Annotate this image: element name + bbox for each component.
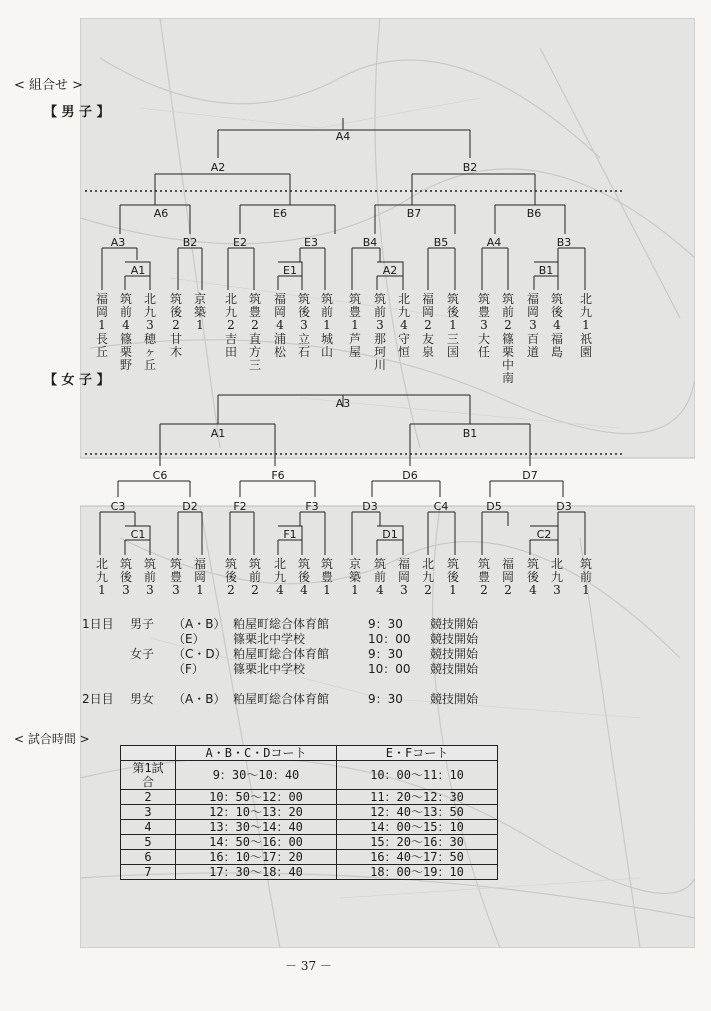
- girls-node-f1: F1: [283, 528, 297, 541]
- venue-place: 粕屋町総合体育館: [233, 647, 330, 661]
- match-number-cell: 3: [121, 805, 176, 820]
- girls-node-f6: F6: [271, 469, 285, 482]
- team-char: 筑: [297, 557, 310, 571]
- venue-place: 粕屋町総合体育館: [233, 617, 330, 631]
- team-char: 後: [526, 570, 539, 584]
- team-char: 筑: [348, 292, 361, 306]
- ef-court-time-cell: 10：00～11：10: [337, 761, 498, 790]
- team-char: 前: [373, 570, 386, 584]
- team-char: 1: [351, 583, 359, 597]
- venue-court: （A・B）: [173, 617, 226, 631]
- girls-team-2: [119, 558, 133, 597]
- team-char: 九: [421, 570, 434, 584]
- team-char: 前: [501, 305, 514, 319]
- boys-node-e1: E1: [283, 264, 297, 277]
- school-char: 石: [297, 345, 310, 359]
- table-row: [121, 865, 498, 880]
- venue-start: 競技開始: [430, 617, 479, 631]
- table-header-cell: [121, 746, 176, 761]
- team-char: 岡: [95, 305, 108, 319]
- school-char: 南: [501, 371, 514, 385]
- team-char: 2: [251, 318, 259, 332]
- ef-court-time-cell: 11：20～12：30: [337, 790, 498, 805]
- team-char: 筑: [320, 557, 333, 571]
- venue-court: （F）: [173, 662, 204, 676]
- team-char: 4: [400, 318, 408, 332]
- school-char: 山: [320, 345, 333, 359]
- team-char: 岡: [526, 305, 539, 319]
- boys-node-b2: B2: [462, 161, 478, 174]
- boys-heading: 【 男 子 】: [44, 105, 110, 120]
- team-char: 3: [400, 583, 408, 597]
- team-char: 岡: [193, 570, 206, 584]
- abcd-court-time-cell: 12：10～13：20: [176, 805, 337, 820]
- girls-node-b1: B1: [462, 427, 478, 440]
- team-char: 2: [480, 583, 488, 597]
- school-char: 浦: [273, 332, 286, 346]
- school-char: 園: [579, 345, 592, 359]
- venue-time: 10：00: [368, 632, 411, 646]
- venue-start: 競技開始: [430, 647, 479, 661]
- team-char: 1: [196, 318, 204, 332]
- team-char: 北: [579, 292, 592, 306]
- team-char: 筑: [477, 292, 490, 306]
- team-char: 九: [397, 305, 410, 319]
- venue-who: 男女: [130, 692, 155, 706]
- girls-heading: 【 女 子 】: [44, 373, 110, 388]
- boys-node-a2: A2: [210, 161, 226, 174]
- ef-court-time-cell: 12：40～13：50: [337, 805, 498, 820]
- team-char: 豊: [248, 305, 261, 319]
- boys-node-a4: A4: [486, 236, 502, 249]
- team-char: 筑: [248, 292, 261, 306]
- team-char: 築: [348, 570, 361, 584]
- girls-node-c3: C3: [110, 500, 126, 513]
- match-number-cell: 2: [121, 790, 176, 805]
- girls-team-5: [193, 558, 207, 597]
- team-char: 後: [169, 305, 182, 319]
- school-char: 珂: [373, 345, 386, 359]
- venue-start: 競技開始: [430, 662, 479, 676]
- abcd-court-time-cell: 17：30～18：40: [176, 865, 337, 880]
- team-char: 前: [579, 570, 592, 584]
- schedule-heading: < 試合時間 >: [14, 732, 90, 746]
- team-char: 北: [273, 557, 286, 571]
- team-char: 筑: [446, 557, 459, 571]
- boys-node-b4: B4: [362, 236, 378, 249]
- team-char: 2: [424, 318, 432, 332]
- girls-team-8: [273, 558, 287, 597]
- team-char: 4: [276, 583, 284, 597]
- table-row: [121, 850, 498, 865]
- boys-node-b5: B5: [433, 236, 449, 249]
- school-char: 直: [248, 332, 261, 346]
- girls-team-16: [477, 558, 491, 597]
- venue-court: （C・D）: [173, 647, 227, 661]
- team-char: 九: [273, 570, 286, 584]
- team-char: 1: [582, 318, 590, 332]
- team-char: 2: [172, 318, 180, 332]
- boys-node-a6: A6: [153, 207, 169, 220]
- team-char: 4: [300, 583, 308, 597]
- school-char: 栗: [119, 345, 132, 359]
- team-char: 筑: [550, 292, 563, 306]
- team-char: 福: [193, 557, 206, 571]
- venue-place: 篠栗北中学校: [233, 632, 306, 646]
- team-char: 豊: [477, 570, 490, 584]
- team-char: 筑: [297, 292, 310, 306]
- team-char: 北: [143, 292, 156, 306]
- boys-node-b2-round1: B2: [182, 236, 198, 249]
- team-char: 1: [98, 583, 106, 597]
- team-char: 九: [95, 570, 108, 584]
- team-char: 筑: [248, 557, 261, 571]
- girls-node-d3-left: D3: [362, 500, 378, 513]
- boys-node-b3: B3: [556, 236, 572, 249]
- venue-time: 10：00: [368, 662, 411, 676]
- team-char: 4: [553, 318, 561, 332]
- table-row: [121, 805, 498, 820]
- team-char: 福: [526, 292, 539, 306]
- school-char: 栗: [501, 345, 514, 359]
- team-char: 1: [582, 583, 590, 597]
- venue-start: 競技開始: [430, 692, 479, 706]
- team-char: 筑: [446, 292, 459, 306]
- school-char: 屋: [348, 345, 361, 359]
- team-char: 後: [224, 570, 237, 584]
- match-number-cell: 6: [121, 850, 176, 865]
- boys-node-e3: E3: [304, 236, 318, 249]
- team-char: 筑: [477, 557, 490, 571]
- table-header-ef-court: E・Fコート: [337, 746, 498, 761]
- team-char: 2: [504, 318, 512, 332]
- team-char: 筑: [169, 292, 182, 306]
- team-char: 1: [449, 318, 457, 332]
- team-char: 4: [122, 318, 130, 332]
- team-char: 前: [119, 305, 132, 319]
- team-char: 岡: [397, 570, 410, 584]
- girls-node-d7: D7: [522, 469, 538, 482]
- school-char: 大: [477, 332, 490, 346]
- school-char: 島: [550, 345, 563, 359]
- venue-who: 男子: [130, 617, 155, 631]
- girls-node-d2: D2: [182, 500, 198, 513]
- team-char: 北: [550, 557, 563, 571]
- team-char: 福: [397, 557, 410, 571]
- girls-node-a1: A1: [210, 427, 226, 440]
- team-char: 築: [193, 305, 206, 319]
- school-char: 篠: [119, 332, 132, 346]
- ef-court-time-cell: 14：00～15：10: [337, 820, 498, 835]
- school-char: 恒: [397, 345, 410, 359]
- team-char: 福: [95, 292, 108, 306]
- abcd-court-time-cell: 10：50～12：00: [176, 790, 337, 805]
- school-char: 田: [224, 345, 237, 359]
- team-char: 1: [449, 583, 457, 597]
- match-number-cell: 5: [121, 835, 176, 850]
- team-char: 3: [122, 583, 130, 597]
- team-char: 九: [579, 305, 592, 319]
- girls-node-a3-final: A3: [335, 397, 351, 410]
- team-char: 筑: [143, 557, 156, 571]
- boys-node-b7: B7: [406, 207, 422, 220]
- team-char: 3: [553, 583, 561, 597]
- girls-team-7: [248, 558, 262, 597]
- team-char: 3: [529, 318, 537, 332]
- team-char: 筑: [320, 292, 333, 306]
- school-char: 福: [550, 332, 563, 346]
- school-char: 方: [248, 345, 261, 359]
- table-row: [121, 761, 498, 790]
- girls-team-19: [550, 558, 564, 597]
- team-char: 筑: [169, 557, 182, 571]
- venue-day: 1日目: [82, 617, 114, 631]
- team-char: 筑: [373, 292, 386, 306]
- school-char: 松: [273, 345, 286, 359]
- team-char: 北: [95, 557, 108, 571]
- team-char: 福: [273, 292, 286, 306]
- venue-who: 女子: [130, 647, 155, 661]
- team-char: 北: [397, 292, 410, 306]
- girls-team-9: [297, 558, 311, 597]
- school-char: 友: [421, 332, 434, 346]
- school-char: 百: [526, 332, 539, 346]
- girls-team-14: [421, 558, 435, 597]
- team-char: 豊: [477, 305, 490, 319]
- team-char: 1: [323, 318, 331, 332]
- school-char: 城: [320, 332, 333, 346]
- team-char: 福: [501, 557, 514, 571]
- team-char: 前: [373, 305, 386, 319]
- girls-team-4: [169, 558, 183, 597]
- girls-team-1: [95, 558, 109, 597]
- team-char: 後: [119, 570, 132, 584]
- team-char: 京: [348, 557, 361, 571]
- abcd-court-time-cell: 13：30～14：40: [176, 820, 337, 835]
- school-char: 長: [95, 332, 108, 346]
- boys-node-a2-round1: A2: [382, 264, 398, 277]
- page-number: － 37 －: [285, 959, 332, 973]
- match-number-cell: 4: [121, 820, 176, 835]
- team-char: 1: [323, 583, 331, 597]
- team-char: 4: [376, 583, 384, 597]
- team-char: 福: [421, 292, 434, 306]
- team-char: 3: [480, 318, 488, 332]
- girls-team-20: [579, 558, 593, 597]
- school-char: 吉: [224, 332, 237, 346]
- team-char: 後: [446, 570, 459, 584]
- girls-node-c4: C4: [433, 500, 449, 513]
- venue-time: 9：30: [368, 647, 403, 661]
- team-char: 豊: [320, 570, 333, 584]
- team-char: 3: [376, 318, 384, 332]
- girls-team-3: [143, 558, 157, 597]
- venue-start: 競技開始: [430, 632, 479, 646]
- team-char: 4: [276, 318, 284, 332]
- boys-node-e6: E6: [273, 207, 287, 220]
- team-char: 北: [224, 292, 237, 306]
- team-char: 筑: [526, 557, 539, 571]
- team-char: 1: [98, 318, 106, 332]
- school-char: 祇: [579, 332, 592, 346]
- girls-team-6: [224, 558, 238, 597]
- ef-court-time-cell: 18：00～19：10: [337, 865, 498, 880]
- girls-team-10: [320, 558, 334, 597]
- school-char: 丘: [95, 345, 108, 359]
- team-char: 筑: [501, 292, 514, 306]
- team-char: 京: [193, 292, 206, 306]
- abcd-court-time-cell: 16：10～17：20: [176, 850, 337, 865]
- abcd-court-time-cell: 9：30～10：40: [176, 761, 337, 790]
- team-char: 2: [251, 583, 259, 597]
- team-char: 4: [529, 583, 537, 597]
- school-char: 那: [373, 332, 386, 346]
- school-char: 道: [526, 345, 539, 359]
- table-header-abcd-court: A・B・C・Dコート: [176, 746, 337, 761]
- venue-court: （A・B）: [173, 692, 226, 706]
- ef-court-time-cell: 15：20～16：30: [337, 835, 498, 850]
- school-char: 川: [373, 358, 386, 372]
- girls-node-d3-right: D3: [556, 500, 572, 513]
- team-char: 前: [143, 570, 156, 584]
- team-char: 2: [227, 583, 235, 597]
- team-char: 筑: [119, 557, 132, 571]
- team-char: 3: [172, 583, 180, 597]
- girls-team-17: [501, 558, 515, 597]
- team-char: 北: [421, 557, 434, 571]
- match-number-cell: 7: [121, 865, 176, 880]
- school-char: 木: [169, 345, 182, 359]
- school-char: 穂: [143, 332, 156, 346]
- girls-node-f3: F3: [305, 500, 319, 513]
- team-char: 2: [424, 583, 432, 597]
- girls-node-d6: D6: [402, 469, 418, 482]
- team-char: 岡: [273, 305, 286, 319]
- venue-court: （E）: [173, 632, 205, 646]
- school-char: 丘: [143, 358, 156, 372]
- team-char: 後: [446, 305, 459, 319]
- team-char: 筑: [119, 292, 132, 306]
- school-char: 三: [248, 358, 261, 372]
- girls-node-c1: C1: [130, 528, 146, 541]
- section-heading-kumiawase: < 組合せ >: [14, 78, 84, 93]
- girls-node-d5: D5: [486, 500, 502, 513]
- team-char: 筑: [224, 557, 237, 571]
- table-row: [121, 820, 498, 835]
- team-char: 1: [351, 318, 359, 332]
- school-char: 立: [297, 332, 310, 346]
- team-char: 2: [504, 583, 512, 597]
- table-row: [121, 835, 498, 850]
- girls-team-15: [446, 558, 460, 597]
- school-char: ヶ: [143, 345, 156, 359]
- venue-time: 9：30: [368, 692, 403, 706]
- team-char: 前: [248, 570, 261, 584]
- match-time-table: [120, 745, 498, 880]
- team-char: 豊: [348, 305, 361, 319]
- venue-place: 粕屋町総合体育館: [233, 692, 330, 706]
- team-char: 岡: [421, 305, 434, 319]
- team-char: 筑: [579, 557, 592, 571]
- boys-node-b1: B1: [538, 264, 554, 277]
- team-char: 1: [196, 583, 204, 597]
- school-char: 中: [501, 358, 514, 372]
- team-char: 筑: [373, 557, 386, 571]
- boys-node-b6: B6: [526, 207, 542, 220]
- venue-time: 9：30: [368, 617, 403, 631]
- team-char: 2: [227, 318, 235, 332]
- team-char: 後: [297, 305, 310, 319]
- venue-day: 2日目: [82, 692, 114, 706]
- team-char: 前: [320, 305, 333, 319]
- girls-node-f2: F2: [233, 500, 247, 513]
- boys-node-a4-final: A4: [335, 130, 351, 143]
- table-header-row: [121, 746, 498, 761]
- boys-node-a3: A3: [110, 236, 126, 249]
- girls-node-c2: C2: [536, 528, 552, 541]
- table-row: [121, 790, 498, 805]
- team-char: 3: [300, 318, 308, 332]
- team-char: 豊: [169, 570, 182, 584]
- school-char: 篠: [501, 332, 514, 346]
- boys-node-e2: E2: [233, 236, 247, 249]
- school-char: 泉: [421, 345, 434, 359]
- school-char: 国: [446, 345, 459, 359]
- match-number-cell: 第1試合: [121, 761, 176, 790]
- ef-court-time-cell: 16：40～17：50: [337, 850, 498, 865]
- team-char: 九: [143, 305, 156, 319]
- boys-node-a1: A1: [130, 264, 146, 277]
- girls-team-18: [526, 558, 540, 597]
- school-char: 甘: [169, 332, 182, 346]
- team-char: 九: [224, 305, 237, 319]
- school-char: 守: [397, 332, 410, 346]
- team-char: 3: [146, 318, 154, 332]
- team-char: 後: [550, 305, 563, 319]
- girls-node-c6: C6: [152, 469, 168, 482]
- school-char: 野: [119, 358, 132, 372]
- venue-place: 篠栗北中学校: [233, 662, 306, 676]
- school-char: 任: [477, 345, 490, 359]
- abcd-court-time-cell: 14：50～16：00: [176, 835, 337, 850]
- school-char: 芦: [348, 332, 361, 346]
- girls-node-d1: D1: [382, 528, 398, 541]
- team-char: 後: [297, 570, 310, 584]
- girls-team-13: [397, 558, 411, 597]
- team-char: 岡: [501, 570, 514, 584]
- girls-team-12: [373, 558, 387, 597]
- school-char: 三: [446, 332, 459, 346]
- team-char: 3: [146, 583, 154, 597]
- girls-team-11: [348, 558, 362, 597]
- team-char: 九: [550, 570, 563, 584]
